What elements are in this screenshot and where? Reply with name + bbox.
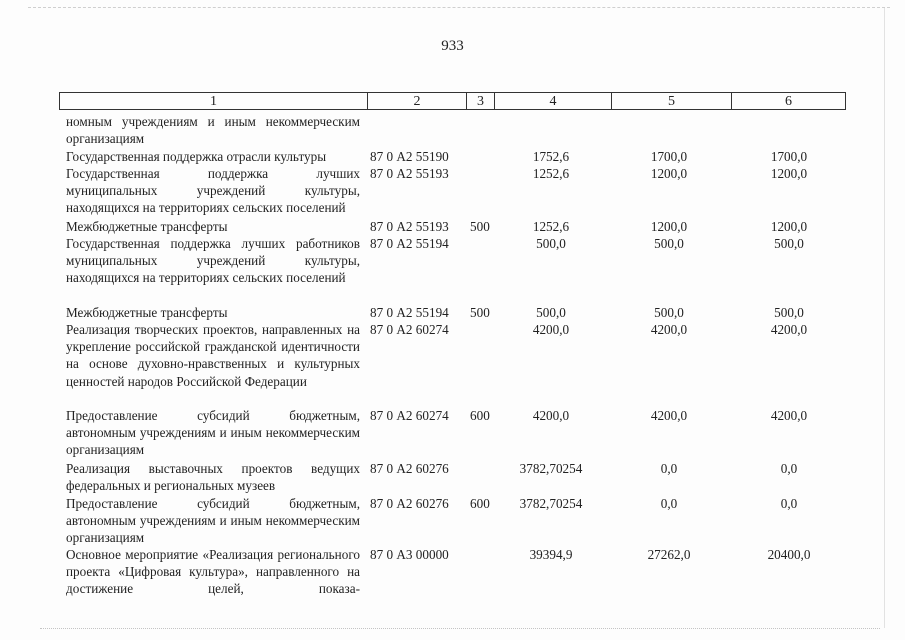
row-value-2: 1700,0 <box>650 149 688 164</box>
row-value-3: 1200,0 <box>770 219 808 234</box>
row-value-3: 1200,0 <box>770 166 808 181</box>
header-col-1: 1 <box>210 94 217 109</box>
row-value-2: 500,0 <box>654 236 684 251</box>
row-value-3: 4200,0 <box>770 408 808 423</box>
table-header <box>59 92 846 110</box>
row-code: 87 0 А2 60276 <box>370 461 449 476</box>
row-value-3: 500,0 <box>774 305 804 320</box>
header-col-2: 2 <box>413 94 421 109</box>
row-value-2: 1200,0 <box>650 219 688 234</box>
row-code: 87 0 А2 55193 <box>370 219 449 234</box>
row-value-1: 4200,0 <box>532 408 570 423</box>
row-value-1: 3782,70254 <box>519 496 583 511</box>
row-code: 87 0 А2 55193 <box>370 166 449 181</box>
row-value-1: 3782,70254 <box>519 461 583 476</box>
row-type: 600 <box>470 496 490 511</box>
row-name: номным учреждениям и иным некоммерческим организациям <box>66 114 360 147</box>
row-value-3: 1700,0 <box>770 149 808 164</box>
row-value-1: 500,0 <box>536 305 566 320</box>
row-value-1: 4200,0 <box>532 322 570 337</box>
header-col-4: 4 <box>549 94 557 109</box>
row-type: 600 <box>470 408 490 423</box>
row-name: Реализация творческих проектов, направленных на укрепление российской гражданской идентичности на основе духовно-нравственных и культурных ценностей народов Российской Федерации <box>66 322 360 389</box>
row-code: 87 0 А2 60274 <box>370 322 449 337</box>
row-type: 500 <box>470 305 490 320</box>
row-value-1: 39394,9 <box>529 547 573 562</box>
row-code: 87 0 А2 60274 <box>370 408 449 423</box>
row-value-2: 27262,0 <box>647 547 691 562</box>
row-code: 87 0 А2 55190 <box>370 149 449 164</box>
row-value-1: 1252,6 <box>532 219 570 234</box>
row-code: 87 0 А2 60276 <box>370 496 449 511</box>
row-value-1: 500,0 <box>536 236 566 251</box>
row-value-2: 1200,0 <box>650 166 688 181</box>
row-code: 87 0 А2 55194 <box>370 305 449 320</box>
row-value-1: 1252,6 <box>532 166 570 181</box>
row-value-3: 0,0 <box>780 496 798 511</box>
row-name: Основное мероприятие «Реализация регионального проекта «Цифровая культура», направленного на достижение целей, показа- <box>66 547 360 597</box>
row-code: 87 0 А3 00000 <box>370 547 449 562</box>
row-name: Предоставление субсидий бюджетным, автономным учреждениям и иным некоммерческим организациям <box>66 496 360 546</box>
header-col-3: 3 <box>477 94 484 109</box>
row-value-3: 500,0 <box>774 236 804 251</box>
page-number: 933 <box>441 38 464 54</box>
row-name: Государственная поддержка лучших работников муниципальных учреждений культуры, находящихся на территориях сельских поселений <box>66 236 360 286</box>
row-name: Реализация выставочных проектов ведущих федеральных и региональных музеев <box>66 461 360 494</box>
row-name: Межбюджетные трансферты <box>66 305 228 320</box>
row-value-2: 4200,0 <box>650 322 688 337</box>
row-name: Межбюджетные трансферты <box>66 219 228 234</box>
row-value-3: 4200,0 <box>770 322 808 337</box>
row-name: Государственная поддержка отрасли культуры <box>66 149 327 164</box>
header-col-5: 5 <box>668 94 675 109</box>
scan-edge-right <box>884 8 885 628</box>
row-value-2: 500,0 <box>654 305 684 320</box>
header-col-6: 6 <box>785 94 792 109</box>
scan-edge-top <box>28 7 890 8</box>
row-value-3: 20400,0 <box>767 547 811 562</box>
row-value-2: 0,0 <box>660 461 678 476</box>
row-name: Предоставление субсидий бюджетным, автономным учреждениям и иным некоммерческим организациям <box>66 408 360 458</box>
row-name: Государственная поддержка лучших муниципальных учреждений культуры, находящихся на территориях сельских поселений <box>66 166 360 216</box>
row-value-2: 4200,0 <box>650 408 688 423</box>
row-type: 500 <box>470 219 490 234</box>
row-value-2: 0,0 <box>660 496 678 511</box>
row-value-1: 1752,6 <box>532 149 570 164</box>
row-value-3: 0,0 <box>780 461 798 476</box>
row-code: 87 0 А2 55194 <box>370 236 449 251</box>
scan-edge-bottom <box>40 628 880 629</box>
